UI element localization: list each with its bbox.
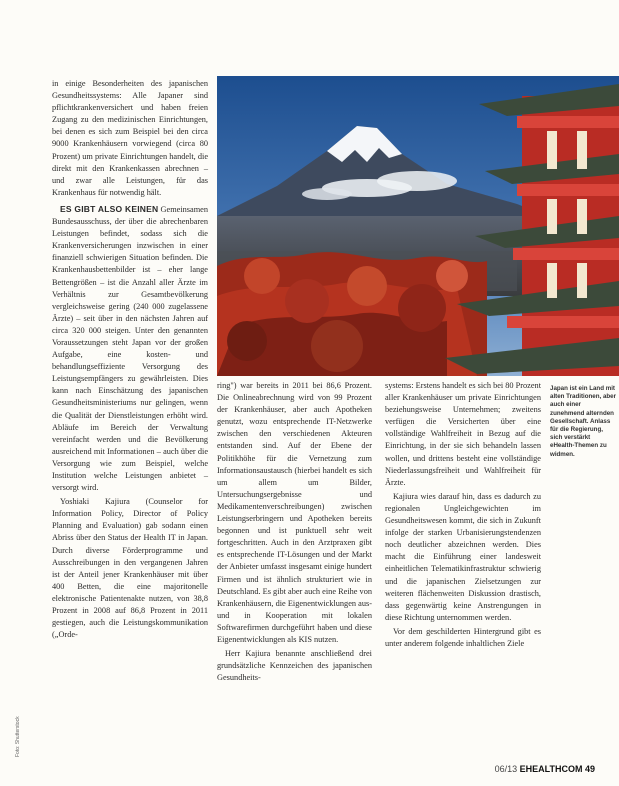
text-column-2 xyxy=(217,380,372,686)
paragraph: Herr Kajiura benannte anschließend drei grundsätzliche Kennzeichen des japanischen Gesundheits- xyxy=(217,649,372,683)
photo-caption: Japan ist ein Land mit alten Traditionen, aber auch einer zunehmend alternden Gesellschaft. Anlass für die Regierung, sich verstärkt eHealth-Themen zu widmen. xyxy=(550,385,617,458)
photo-credit xyxy=(12,680,22,760)
text-column-1 xyxy=(52,78,208,643)
photo-mount-fuji-pagoda xyxy=(217,76,619,376)
paragraph: Vor dem geschilderten Hintergrund gibt es unter anderem folgende inhaltlichen Ziele xyxy=(385,626,541,648)
paragraph: systems: Erstens handelt es sich bei 80 Prozent aller Krankenhäuser um private Einrichtungen beziehungsweise Unternehmen; zweitens verfügen die Versicherten über eine vollständige Wahlfreiheit in Bezug auf die Einrichtung, in der sie sich behandeln lassen wollen, und drittens besteht eine vollständige Niederlassungsfreiheit und Wahlfreiheit für Ärzte. xyxy=(385,381,542,487)
issue-number: 06/13 xyxy=(494,764,518,774)
mount-fuji-pagoda-image xyxy=(217,76,619,376)
lead-in: ES GIBT ALSO KEINEN xyxy=(60,203,159,214)
paragraph: in einige Besonderheiten des japanischen Gesundheitssystems: Alle Japaner sind pflichtkrankenversichert und haben freien Zugang zu den medizinischen Einrichtungen, bei denen es sich zum Beispiel bei den circa 9000 Krankenhäusern vorwiegend (circa 80 Prozent) um private Einrichtungen handelt, die direkt mit den Krankenkassen abrechnen – und zwar alle Leistungen, für das Krankenhaus für notwendig hält. xyxy=(52,79,208,197)
paragraph xyxy=(52,203,208,494)
photo-credit-text: Foto: Shutterstock xyxy=(15,716,21,757)
paragraph: ring") war bereits in 2011 bei 86,6 Prozent. Die Onlineabrechnung wird von 99 Prozent der Krankenhäuser, aber auch Apotheken genutzt, wozu entsprechende IT-Netzwerke zwischen den verschiedenen Akteuren entstanden sind. Auf der Ebene der Politikhöhe für die Vernetzung zum Informationsaustausch (hierbei handelt es sich um allem um Bilder, Untersuchungsergebnisse und Medikamentenverschreibungen) zwischen Leistungserbringern und Apotheken bereits begonnen und ist punktuell sehr weit fortgeschritten. Auch in den Arztpraxen gibt es entsprechende IT-Lösungen und der Markt der Anbieter umfasst insgesamt einige hundert Firmen und ist ähnlich strukturiert wie in Deutschland. Es gibt aber auch eine Reihe von Krankenhäusern, die Eigenentwicklungen aus- und in Kooperation mit lokalen Softwarefirmen durchgeführt haben und diese Eigenentwicklungen als KIS nutzen. xyxy=(217,381,372,644)
paragraph: Kajiura wies darauf hin, dass es dadurch zu regionalen Ungleichgewichten im Gesundheitswesen kommt, die sich in Zukunft infolge der starken Urbanisierungstendenzen noch deutlicher abzeichnen werden. Dies macht die Einführung einer landesweit einheitlichen Telematikinfrastruktur schwierig und die japanischen Zielsetzungen zur weiteren flächenweiten Diskussion drastisch, dass gegenwärtig keine Anstrengungen in diese Richtung unternommen werden. xyxy=(385,491,541,622)
magazine-name: EHEALTHCOM xyxy=(519,764,583,774)
paragraph: Yoshiaki Kajiura (Counselor for Information Policy, Director of Policy Planning and Evaluation) gab sodann einen Abriss über den Status der Health IT in Japan. Durch diverse Förderprogramme und Ausschreibungen in den vergangenen Jahren ist der Anteil jener Krankenhäuser mit über 400 Betten, die eine majoritonelle elektronische Patientenakte nutzen, von 38,8 Prozent in 2008 auf 86,8 Prozent in 2011 gestiegen, auch die Leistungskommunikation („Orde- xyxy=(52,497,208,640)
page-number: 49 xyxy=(584,764,595,774)
paragraph-body: Gemeinsamen Bundesausschuss, der über die abrechenbaren Leistungen befindet, sodass sich die Krankenversicherungen inzwischen in einer finanziell schwierigen Situation befinden. Die Krankenhausbettenbilder ist – eher lange Bettengrößen – ist die Anzahl aller Ärzte im Verhältnis zur Gesamtbevölkerung vergleichsweise gering (240 000 zugelassene Ärzte) – seit über in den nächsten Jahren auf circa 320 000 steigen. Unter den genannten Voraussetzungen steht Japan vor der großen Aufgabe, eine kosten- und behandlungseffiziente Versorgung des Leistungsempfängers zu gewährleisten. Dies kann nach Einschätzung des japanischen Gesundheitsministeriums nur gelingen, wenn die Qualität der Dienstleistungen erhöht wird. Abläufe im Bereich der Verwaltung vereinfacht werden und die Bevölkerung ausreichend mit Informationen – auch über die Versorgung wie zum Beispiel, welche Institution welche Leistungen anbietet – versorgt wird. xyxy=(52,204,208,493)
text-column-3 xyxy=(385,380,541,652)
page-folio xyxy=(495,764,595,774)
